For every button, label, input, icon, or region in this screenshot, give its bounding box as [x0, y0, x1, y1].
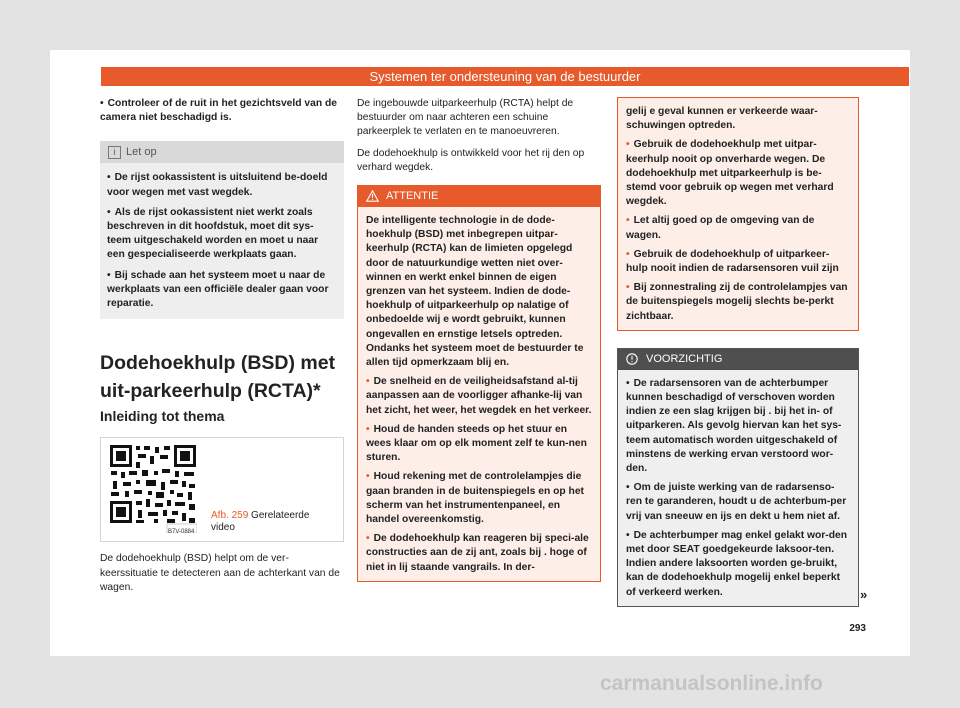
- manual-page: [50, 50, 910, 656]
- note-bullet: • Als de rijst ookassistent niet werkt zoals beschreven in dit hoofdstuk, moet dit sys-teem uitgeschakeld worden en moet u naar een gespecialiseerde werkplaats gaan.: [107, 206, 319, 261]
- note-bullet: • De rijst ookassistent is uitsluitend be-doeld voor wegen met vast wegdek.: [107, 172, 328, 198]
- note-box: [100, 141, 344, 319]
- attention-bullet: • Houd de handen steeds op het stuur en wees klaar om op elk moment zelf te kun-nen sturen.: [366, 423, 587, 464]
- attention-bullet: • Let altij goed op de omgeving van de wagen.: [626, 215, 815, 241]
- section-subheading: Inleiding tot thema: [100, 408, 225, 425]
- attention-header: ATTENTIE: [358, 186, 600, 207]
- page-number: 293: [849, 623, 866, 634]
- note-bullet: • Bij schade aan het systeem moet u naar de werkplaats van een officiële dealer gaan voor reparatie.: [107, 269, 329, 310]
- attention-bullet: • De dodehoekhulp kan reageren bij speci-ale constructies aan de zij ant, zoals bij . hoge of niet in lij staande vangrails. In der-: [366, 533, 589, 573]
- page-header: Systemen ter ondersteuning van de bestuurder: [101, 67, 909, 86]
- intro-bullet: • Controleer of de ruit in het gezichtsveld van de camera niet beschadigd is.: [100, 98, 338, 124]
- figure-box: [100, 437, 344, 542]
- column-middle: [357, 97, 601, 582]
- info-icon: i: [108, 146, 121, 159]
- figure-number[interactable]: Afb. 259: [211, 510, 249, 522]
- caution-box: [617, 348, 859, 607]
- attention-bullet: • Houd rekening met de controlelampjes die gaan branden in de buitenspiegels en op het scherm van het instrumentenpaneel, en handel overeenkomstig.: [366, 471, 584, 526]
- section-heading: Dodehoekhulp (BSD) met uit-parkeerhulp (RCTA)*: [100, 352, 336, 403]
- attention-intro: De intelligente technologie in de dode-hoekhulp (BSD) met inbegrepen uitpar-keerhulp (RCTA) kan de limieten opgelegd door de natuurkundige wetten niet over-winnen en werkt enkel binnen de eigen grenzen van het systeem. Indien de dode-hoekhulp of uitparkeerhulp op nalatige of onbedoelde wij e wordt gebruikt, kunnen ongevallen en ernstige letsels optreden. Ondanks het systeem moet de bestuurder te allen tijd opmerkzaam blij en.: [366, 215, 584, 369]
- figure-code: B7V-0884: [168, 529, 195, 536]
- attention-bullet: • Gebruik de dodehoekhulp met uitpar-keerhulp nooit op onverharde wegen. De dodehoekhulp met uitparkeerhulp is be-stemd voor gebruik op wegen met verhard wegdek.: [626, 139, 834, 208]
- qr-code-icon[interactable]: [109, 444, 197, 533]
- caution-bullet: • Om de juiste werking van de radarsenso-ren te garanderen, houdt u de achterbum-per vrij van sneeuw en ijs en dekt u hem niet af.: [626, 482, 847, 522]
- caution-bullet: • De radarsensoren van de achterbumper kunnen beschadigd of verschoven worden indien ze een slag krijgen bij . bij het in- of uitparkeren. Als gevolg hiervan kan het sys-teem automatisch worden uitgeschakeld of minstens de werking ervan verstoord wor-den.: [626, 377, 842, 475]
- note-header: i Let op: [100, 141, 344, 163]
- caution-body: [618, 370, 858, 606]
- body-paragraph: De dodehoekhulp is ontwikkeld voor het rij den op verhard wegdek.: [357, 147, 585, 173]
- watermark: carmanualsonline.info: [600, 672, 823, 695]
- column-left: [100, 97, 344, 602]
- body-paragraph: De ingebouwde uitparkeerhulp (RCTA) helpt de bestuurder om naar achteren een schuine parkeerplek te verlaten en te manoeuvreren.: [357, 98, 574, 138]
- column-right: [617, 97, 859, 607]
- attention-body: [358, 207, 600, 581]
- attention-bullet: • Bij zonnestraling zij de controlelampjes van de buitenspiegels mogelij slechts be-perkt zichtbaar.: [626, 282, 848, 322]
- continuation-intro: gelij e geval kunnen er verkeerde waar-schuwingen optreden.: [626, 106, 818, 132]
- attention-box: [357, 185, 601, 582]
- attention-continuation: [617, 97, 859, 331]
- continue-arrow-icon: »: [860, 587, 868, 602]
- caution-header: VOORZICHTIG: [618, 349, 858, 370]
- body-paragraph: De dodehoekhulp (BSD) helpt om de ver-keerssituatie te detecteren aan de achterkant van de wagen.: [100, 553, 340, 593]
- attention-bullet: • De snelheid en de veiligheidsafstand al-tij aanpassen aan de voorligger afhanke-lij van het zicht, het weer, het wegdek en het verkeer.: [366, 376, 592, 416]
- warning-triangle-icon: [366, 190, 379, 202]
- figure-caption: Afb. 259 Gerelateerde video: [211, 510, 310, 534]
- caution-circle-icon: [626, 353, 638, 365]
- note-body: [100, 163, 344, 319]
- attention-bullet: • Gebruik de dodehoekhulp of uitparkeer-hulp nooit indien de radarsensoren vuil zijn: [626, 248, 839, 275]
- caution-bullet: • De achterbumper mag enkel gelakt wor-den met door SEAT goedgekeurde laksoor-ten. Indien andere laksoorten worden ge-bruikt, kan de dodehoekhulp mogelij enkel beperkt of verkeerd werken.: [626, 529, 848, 598]
